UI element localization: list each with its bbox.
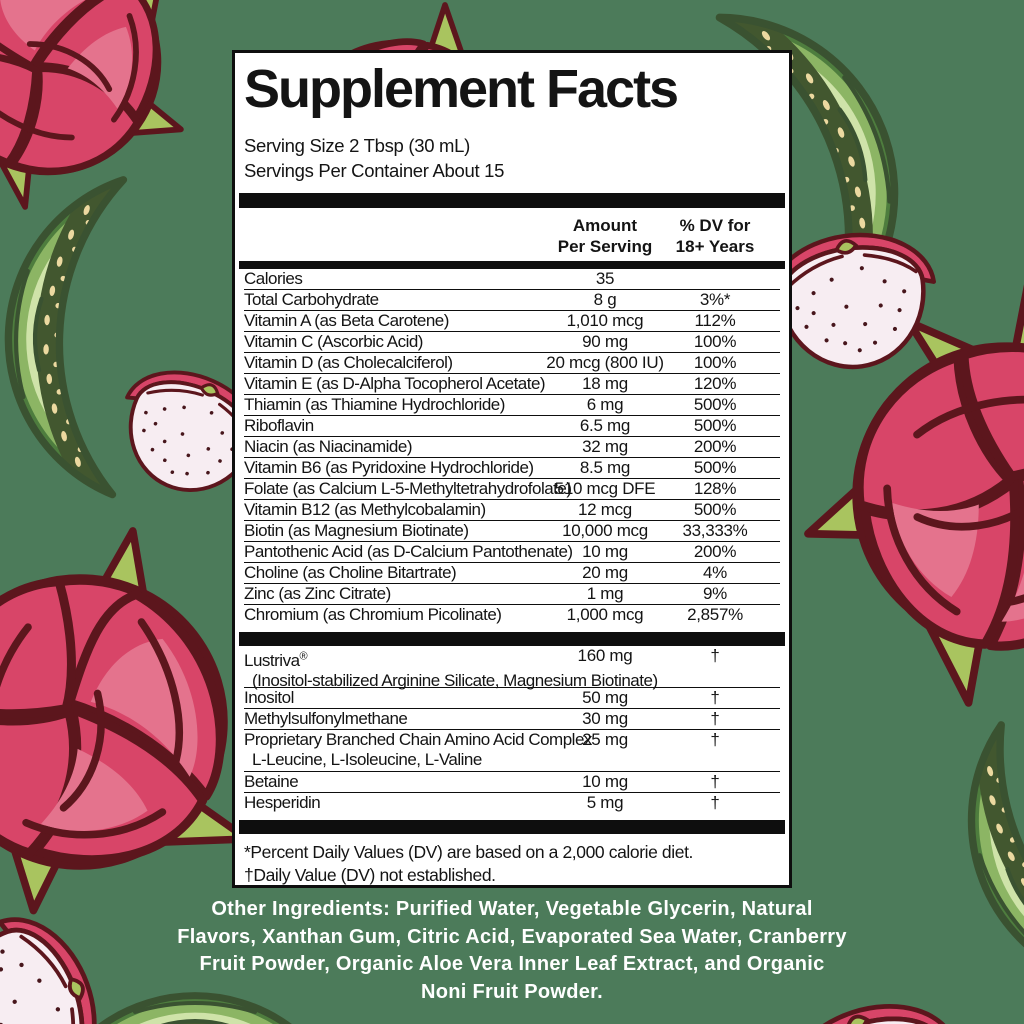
row-name: Zinc (as Zinc Citrate) — [244, 584, 391, 603]
row-name: Biotin (as Magnesium Biotinate) — [244, 521, 469, 540]
row-name: Niacin (as Niacinamide) — [244, 437, 413, 456]
row-name: Proprietary Branched Chain Amino Acid Complex — [244, 730, 592, 749]
row-dv: 200% — [693, 542, 737, 561]
table-row — [244, 709, 780, 730]
row-dv: 120% — [693, 374, 737, 393]
row-dv: 500% — [693, 395, 737, 414]
other-actives-table — [244, 646, 780, 814]
row-amount: 50 mg — [582, 688, 628, 707]
table-row — [244, 688, 780, 709]
table-row — [244, 374, 780, 395]
servings-per-container: Servings Per Container About 15 — [244, 160, 505, 181]
row-dv: 500% — [693, 416, 737, 435]
row-name: Vitamin D (as Cholecalciferol) — [244, 353, 453, 372]
row-dv: † — [710, 730, 720, 749]
table-row — [244, 646, 780, 688]
row-name: Calories — [244, 269, 303, 288]
table-row — [244, 458, 780, 479]
row-name: Inositol — [244, 688, 294, 707]
column-headers — [244, 215, 780, 257]
row-amount: 1,010 mcg — [566, 311, 644, 330]
table-row — [244, 605, 780, 626]
row-dv: † — [710, 793, 720, 812]
table-row — [244, 479, 780, 500]
nutrients-table — [244, 269, 780, 626]
row-amount: 12 mcg — [578, 500, 632, 519]
row-dv: † — [710, 709, 720, 728]
row-name: Hesperidin — [244, 793, 321, 812]
row-subline: L-Leucine, L-Isoleucine, L-Valine — [252, 750, 482, 769]
serving-info — [244, 133, 780, 183]
table-row — [244, 395, 780, 416]
row-name: Lustriva® — [244, 650, 308, 670]
thick-divider — [239, 193, 785, 208]
row-dv: † — [710, 688, 720, 707]
row-name: Riboflavin — [244, 416, 314, 435]
row-dv: 128% — [693, 479, 737, 498]
row-name: Vitamin A (as Beta Carotene) — [244, 311, 449, 330]
row-name: Vitamin B6 (as Pyridoxine Hydrochloride) — [244, 458, 534, 477]
row-amount: 10,000 mcg — [562, 521, 648, 540]
row-name: Vitamin E (as D-Alpha Tocopherol Acetate) — [244, 374, 546, 393]
row-amount: 10 mg — [582, 542, 628, 561]
row-dv: 100% — [693, 353, 737, 372]
table-row — [244, 793, 780, 814]
row-amount: 25 mg — [582, 730, 628, 749]
row-amount: 20 mcg (800 IU) — [546, 353, 664, 372]
row-amount: 90 mg — [582, 332, 628, 351]
table-row — [244, 521, 780, 542]
row-dv: 200% — [693, 437, 737, 456]
row-amount: 35 — [595, 269, 615, 288]
row-name: Thiamin (as Thiamine Hydrochloride) — [244, 395, 505, 414]
table-row — [244, 311, 780, 332]
row-amount: 8 g — [593, 290, 617, 309]
table-row — [244, 563, 780, 584]
row-dv: † — [710, 646, 720, 665]
row-dv: 112% — [694, 311, 736, 330]
panel-title: Supplement Facts — [244, 59, 678, 119]
table-row — [244, 416, 780, 437]
table-row — [244, 584, 780, 605]
row-amount: 1 mg — [586, 584, 624, 603]
row-name: Folate (as Calcium L-5-Methyltetrahydrofolate) — [244, 479, 572, 498]
row-dv: 500% — [693, 500, 737, 519]
row-name: Pantothenic Acid (as D-Calcium Pantothenate) — [244, 542, 573, 561]
medium-divider — [239, 261, 785, 269]
other-ingredients-line: Flavors, Xanthan Gum, Citric Acid, Evaporated Sea Water, Cranberry — [177, 925, 847, 948]
footnotes — [244, 841, 780, 887]
table-row — [244, 290, 780, 311]
serving-size: Serving Size 2 Tbsp (30 mL) — [244, 135, 470, 156]
thick-divider — [239, 632, 785, 646]
row-amount: 32 mg — [582, 437, 628, 456]
row-amount: 6.5 mg — [579, 416, 631, 435]
table-row — [244, 730, 780, 772]
amount-column-header: Amount Per Serving — [557, 216, 653, 256]
footnote-dagger: †Daily Value (DV) not established. — [244, 865, 496, 885]
row-name: Betaine — [244, 772, 299, 791]
table-row — [244, 353, 780, 374]
table-row — [244, 332, 780, 353]
table-row — [244, 500, 780, 521]
row-name: Chromium (as Chromium Picolinate) — [244, 605, 502, 624]
row-name: Vitamin B12 (as Methylcobalamin) — [244, 500, 486, 519]
row-dv: 4% — [703, 563, 727, 582]
row-dv: 100% — [693, 332, 737, 351]
row-dv: 33,333% — [682, 521, 748, 540]
other-ingredients-line: Noni Fruit Powder. — [420, 980, 604, 1003]
row-amount: 6 mg — [586, 395, 624, 414]
other-ingredients — [0, 896, 1024, 1006]
row-amount: 510 mcg DFE — [554, 479, 656, 498]
table-row — [244, 269, 780, 290]
row-dv: 3%* — [699, 290, 731, 309]
row-dv: 2,857% — [687, 605, 743, 624]
footnote-dv: *Percent Daily Values (DV) are based on a 2,000 calorie diet. — [244, 842, 694, 862]
row-dv: 9% — [703, 584, 727, 603]
row-amount: 10 mg — [582, 772, 628, 791]
dv-column-header: % DV for 18+ Years — [675, 216, 755, 256]
other-ingredients-line: Other Ingredients: Purified Water, Vegetable Glycerin, Natural — [211, 898, 813, 920]
row-name: Methylsulfonylmethane — [244, 709, 408, 728]
row-amount: 20 mg — [582, 563, 628, 582]
row-amount: 30 mg — [582, 709, 628, 728]
row-dv: 500% — [693, 458, 737, 477]
table-row — [244, 772, 780, 793]
row-name: Total Carbohydrate — [244, 290, 379, 309]
thick-divider — [239, 820, 785, 834]
row-subline: (Inositol-stabilized Arginine Silicate, Magnesium Biotinate) — [252, 670, 658, 690]
row-amount: 160 mg — [577, 646, 633, 665]
other-ingredients-line: Fruit Powder, Organic Aloe Vera Inner Leaf Extract, and Organic — [199, 953, 825, 975]
row-amount: 5 mg — [586, 793, 624, 812]
supplement-facts-panel — [232, 50, 792, 888]
table-row — [244, 437, 780, 458]
registered-mark: ® — [299, 650, 308, 662]
row-name: Choline (as Choline Bitartrate) — [244, 563, 457, 582]
row-name: Vitamin C (Ascorbic Acid) — [244, 332, 423, 351]
row-amount: 18 mg — [582, 374, 628, 393]
row-dv: † — [710, 772, 720, 791]
table-row — [244, 542, 780, 563]
row-amount: 8.5 mg — [579, 458, 631, 477]
row-amount: 1,000 mcg — [566, 605, 644, 624]
